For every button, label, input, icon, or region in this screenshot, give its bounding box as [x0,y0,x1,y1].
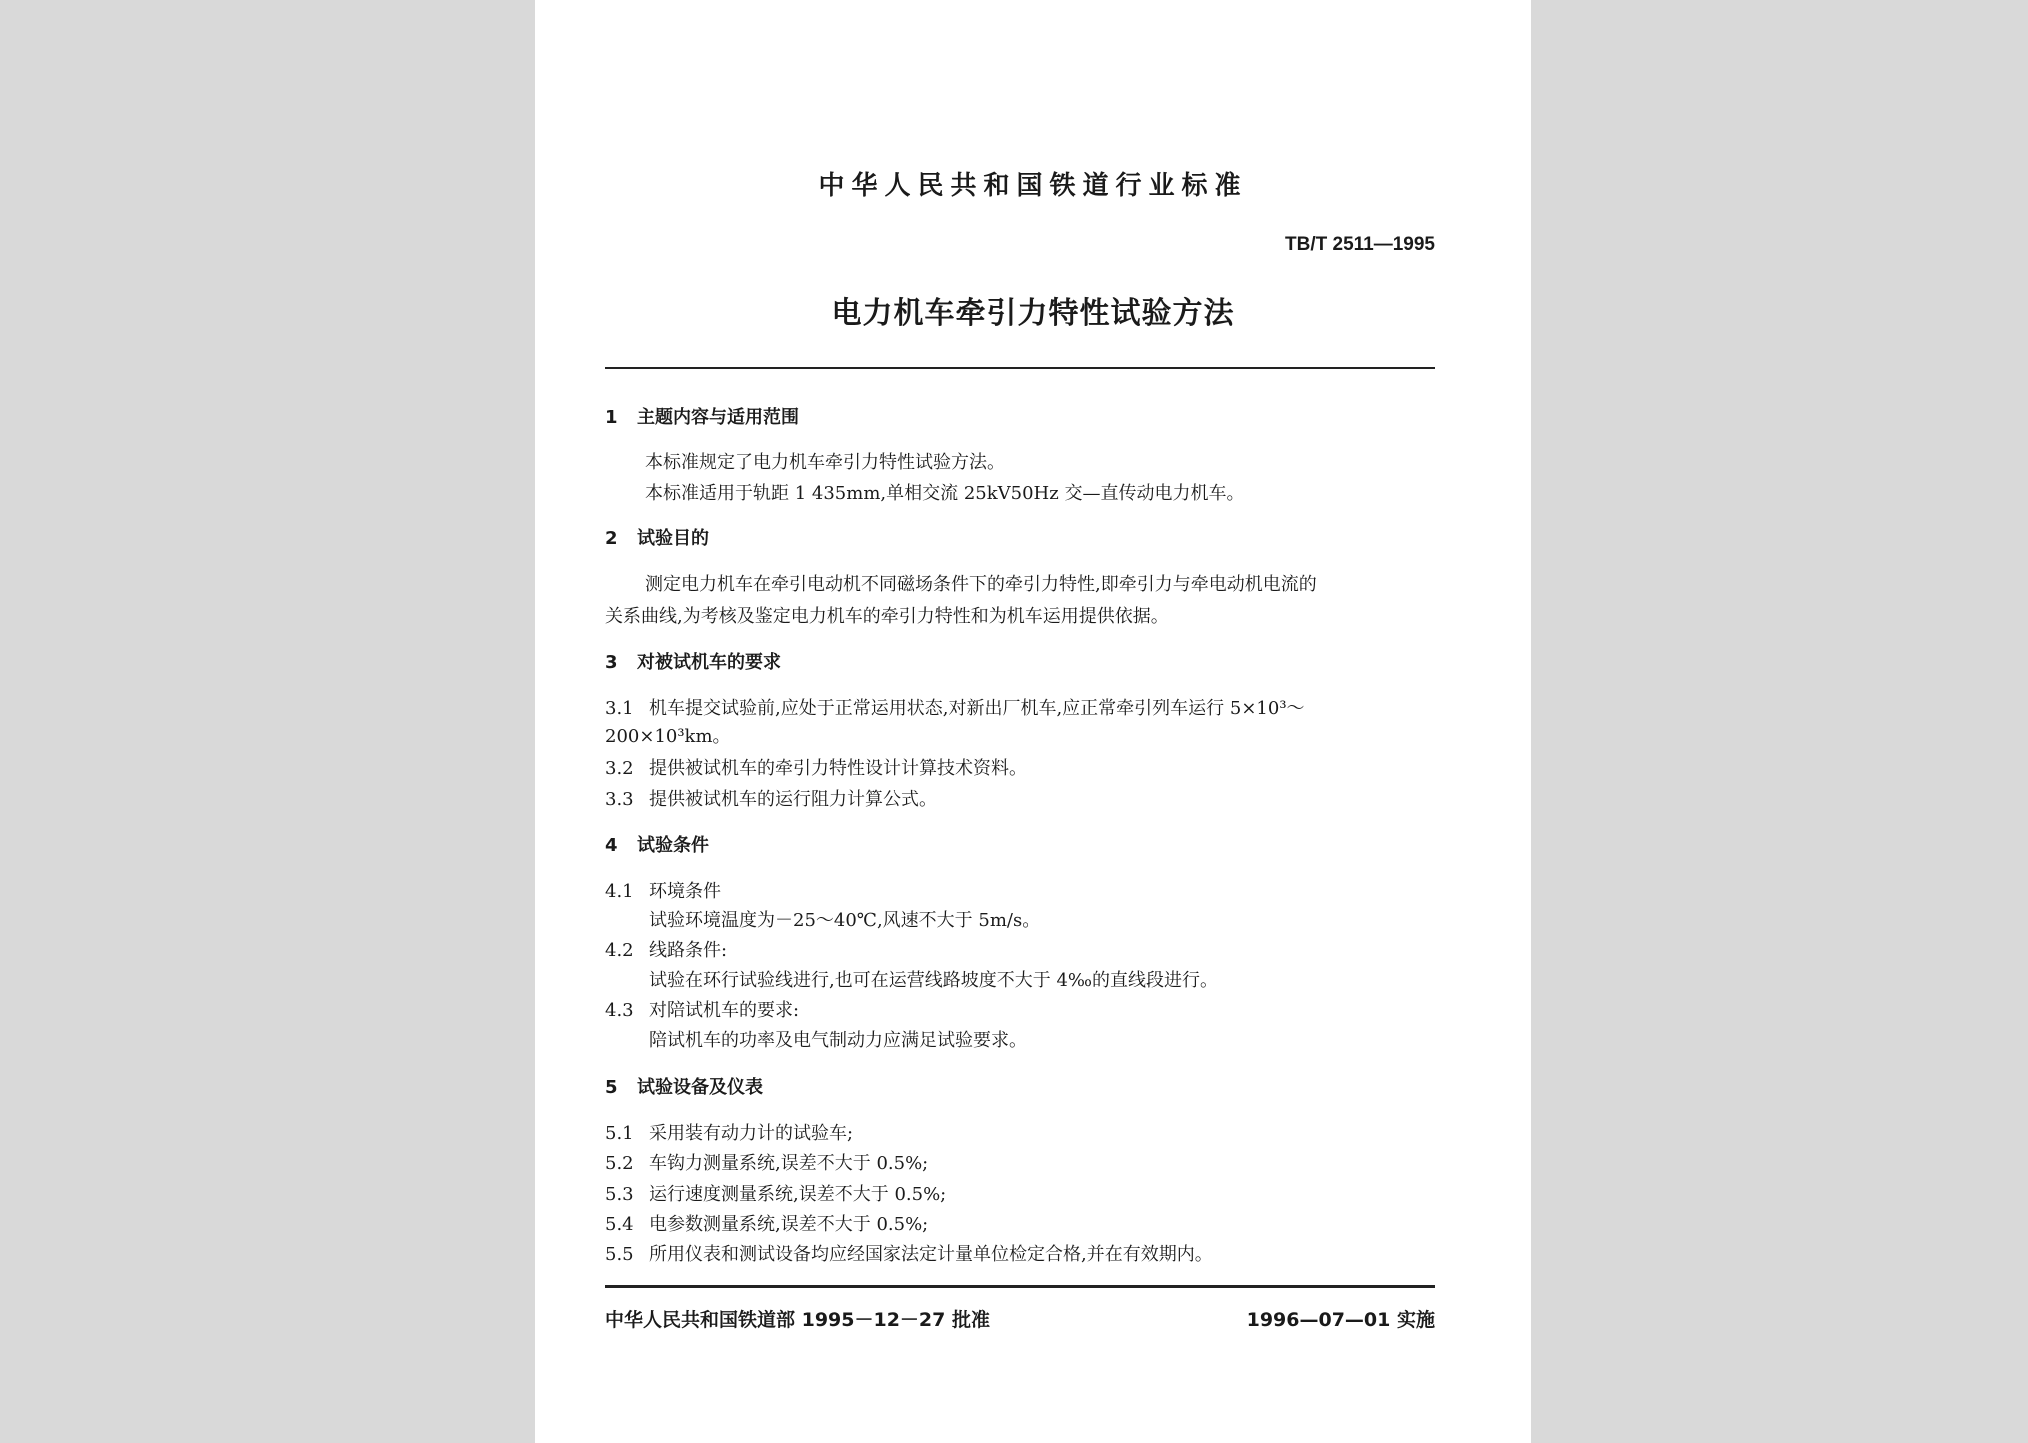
clause-continuation: 200×10³km。 [605,726,731,747]
clause-number: 5.4 [605,1214,634,1235]
clause-text: 机车提交试验前,应处于正常运用状态,对新出厂机车,应正常牵引列车运行 5×10³～ [649,698,1305,719]
paragraph: 本标准适用于轨距 1 435mm,单相交流 25kV50Hz 交—直传动电力机车。 [645,483,1245,504]
standard-number: TB/T 2511—1995 [1285,234,1435,255]
clause-text: 电参数测量系统,误差不大于 0.5%; [649,1214,929,1235]
effective-date-line: 1996—07—01 实施 [1246,1309,1435,1331]
clause-text: 采用装有动力计的试验车; [649,1123,854,1144]
section-title: 试验目的 [637,528,709,549]
clause-4-3 [605,996,799,1022]
top-rule [605,367,1435,369]
clause-number: 4.3 [605,1000,634,1021]
paragraph: 关系曲线,为考核及鉴定电力机车的牵引力特性和为机车运用提供依据。 [605,606,1169,627]
header-title: 中华人民共和国铁道行业标准 [818,171,1248,201]
document-page [535,0,1531,1443]
bottom-rule [605,1285,1435,1288]
clause-4-2 [605,936,727,962]
paragraph: 测定电力机车在牵引电动机不同磁场条件下的牵引力特性,即牵引力与牵电动机电流的 [645,574,1317,595]
section-title: 试验条件 [637,835,709,856]
document-title: 电力机车牵引力特性试验方法 [831,296,1235,331]
clause-text: 所用仪表和测试设备均应经国家法定计量单位检定合格,并在有效期内。 [649,1244,1213,1265]
section-number: 2 [605,528,618,549]
section-number: 4 [605,835,618,856]
clause-5-1 [605,1119,853,1145]
clause-3-3 [605,785,937,811]
clause-title: 对陪试机车的要求: [649,1000,800,1021]
clause-5-3 [605,1180,946,1206]
approval-line: 中华人民共和国铁道部 1995－12－27 批准 [605,1309,990,1331]
section-number: 3 [605,652,618,673]
section-3-heading [605,648,781,674]
clause-text: 试验在环行试验线进行,也可在运营线路坡度不大于 4‰的直线段进行。 [649,970,1219,991]
section-title: 试验设备及仪表 [637,1077,763,1098]
section-2-heading [605,524,709,550]
clause-number: 3.3 [605,789,634,810]
clause-5-4 [605,1210,928,1236]
clause-text: 陪试机车的功率及电气制动力应满足试验要求。 [649,1030,1027,1051]
clause-text: 试验环境温度为－25～40℃,风速不大于 5m/s。 [649,910,1041,931]
clause-title: 环境条件 [649,881,721,902]
clause-title: 线路条件: [649,940,728,961]
clause-number: 4.1 [605,881,634,902]
clause-3-1 [605,694,1305,720]
clause-number: 4.2 [605,940,634,961]
paragraph: 本标准规定了电力机车牵引力特性试验方法。 [645,452,1005,473]
clause-number: 3.1 [605,698,634,719]
clause-text: 提供被试机车的牵引力特性设计计算技术资料。 [649,758,1027,779]
section-5-heading [605,1073,763,1099]
clause-5-5 [605,1240,1213,1266]
clause-3-2 [605,754,1027,780]
clause-text: 运行速度测量系统,误差不大于 0.5%; [649,1184,947,1205]
section-number: 5 [605,1077,618,1098]
clause-number: 5.1 [605,1123,634,1144]
section-title: 对被试机车的要求 [637,652,781,673]
clause-number: 5.5 [605,1244,634,1265]
section-number: 1 [605,407,618,428]
clause-text: 提供被试机车的运行阻力计算公式。 [649,789,937,810]
section-4-heading [605,831,709,857]
clause-number: 3.2 [605,758,634,779]
clause-4-1 [605,877,721,903]
clause-text: 车钩力测量系统,误差不大于 0.5%; [649,1153,929,1174]
clause-number: 5.3 [605,1184,634,1205]
section-1-heading [605,403,799,429]
clause-number: 5.2 [605,1153,634,1174]
clause-5-2 [605,1149,928,1175]
section-title: 主题内容与适用范围 [637,407,799,428]
